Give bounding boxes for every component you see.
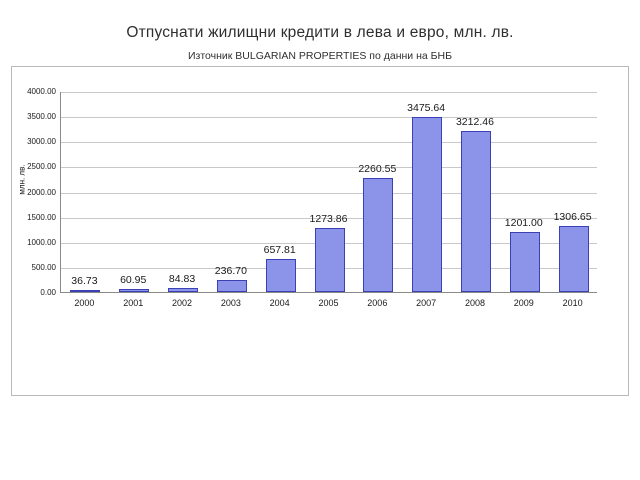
y-tick-label: 0.00 xyxy=(40,288,56,297)
bar[interactable] xyxy=(168,288,198,292)
y-axis-title: млн. лв. xyxy=(17,164,27,195)
bar-value-label: 3212.46 xyxy=(455,115,494,128)
x-tick-label: 2009 xyxy=(513,298,534,308)
x-tick-label: 2002 xyxy=(172,298,193,308)
y-axis-tick-labels xyxy=(18,87,56,297)
bar[interactable] xyxy=(70,290,100,292)
x-tick-label: 2001 xyxy=(123,298,144,308)
bar-value-label: 3475.64 xyxy=(407,102,446,115)
x-tick-label: 2007 xyxy=(416,298,437,308)
bar-value-label: 1273.86 xyxy=(309,212,348,225)
y-tick-label: 3000.00 xyxy=(27,137,56,147)
gridline xyxy=(61,167,597,168)
bar-value-label: 2260.55 xyxy=(358,163,397,176)
bar-value-label: 36.73 xyxy=(71,275,98,288)
y-tick-label: 3500.00 xyxy=(27,112,56,122)
bar[interactable] xyxy=(510,232,540,292)
x-tick-label: 2005 xyxy=(318,298,339,308)
x-tick-label: 2000 xyxy=(74,298,95,308)
x-tick-label: 2006 xyxy=(367,298,388,308)
x-tick-label: 2003 xyxy=(220,298,241,308)
x-tick-label: 2008 xyxy=(464,298,485,308)
bar-value-label: 84.83 xyxy=(168,272,196,285)
bar-value-label: 657.81 xyxy=(263,243,296,256)
gridline xyxy=(61,193,597,194)
plot-area xyxy=(60,92,597,293)
y-tick-label: 2500.00 xyxy=(27,162,56,172)
gridline xyxy=(61,92,597,93)
y-tick-label: 1500.00 xyxy=(27,212,56,222)
bar[interactable] xyxy=(363,178,393,292)
gridline xyxy=(61,142,597,143)
bar[interactable] xyxy=(217,280,247,292)
bar-value-label: 1201.00 xyxy=(504,216,543,229)
bar[interactable] xyxy=(559,226,589,292)
bar[interactable] xyxy=(412,117,442,292)
bar[interactable] xyxy=(119,289,149,292)
bar-value-label: 1306.65 xyxy=(553,211,592,224)
x-tick-label: 2010 xyxy=(562,298,583,308)
y-tick-label: 1000.00 xyxy=(27,237,56,247)
y-tick-label: 500.00 xyxy=(31,262,56,272)
bar[interactable] xyxy=(266,259,296,292)
x-tick-label: 2004 xyxy=(269,298,290,308)
gridline xyxy=(61,117,597,118)
bar[interactable] xyxy=(461,131,491,292)
bar-value-label: 236.70 xyxy=(214,265,247,278)
bar-value-label: 60.95 xyxy=(120,273,147,286)
y-tick-label: 2000.00 xyxy=(27,187,56,197)
chart-subtitle: Източник BULGARIAN PROPERTIES по данни на БНБ xyxy=(187,50,453,62)
chart-title: Отпуснати жилищни кредити в лева и евро, млн. лв. xyxy=(126,24,514,41)
y-tick-label: 4000.00 xyxy=(27,87,56,96)
bar[interactable] xyxy=(315,228,345,292)
